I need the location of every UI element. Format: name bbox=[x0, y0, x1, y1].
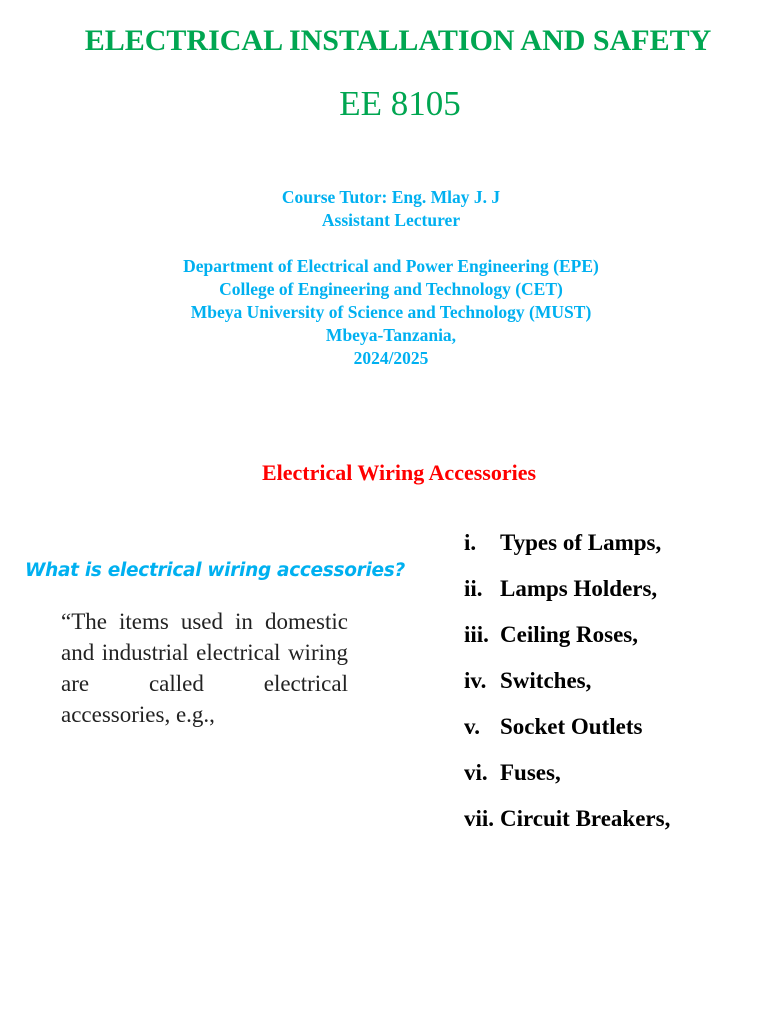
university-name: Mbeya University of Science and Technology (MUST) bbox=[190, 302, 592, 322]
list-label: Lamps Holders, bbox=[500, 576, 658, 601]
course-code: EE 8105 bbox=[339, 84, 461, 123]
list-numeral: v. bbox=[464, 714, 480, 739]
academic-year: 2024/2025 bbox=[353, 348, 429, 368]
section-question: What is electrical wiring accessories? bbox=[25, 560, 405, 581]
list-item bbox=[464, 710, 670, 756]
list-item bbox=[464, 526, 670, 572]
list-numeral: vii. bbox=[464, 806, 495, 831]
list-label: Socket Outlets bbox=[500, 714, 643, 739]
course-title: ELECTRICAL INSTALLATION AND SAFETY bbox=[84, 24, 712, 57]
list-label: Fuses, bbox=[500, 760, 561, 785]
list-numeral: ii. bbox=[464, 576, 483, 601]
list-item bbox=[464, 802, 670, 848]
list-label: Types of Lamps, bbox=[500, 530, 662, 555]
list-label: Circuit Breakers, bbox=[500, 806, 671, 831]
spacer bbox=[0, 232, 768, 255]
list-numeral: vi. bbox=[464, 760, 488, 785]
accessories-list bbox=[464, 526, 670, 848]
list-numeral: iii. bbox=[464, 622, 489, 647]
list-label: Switches, bbox=[500, 668, 592, 693]
department-name: Department of Electrical and Power Engineering (EPE) bbox=[183, 256, 599, 276]
list-numeral: iv. bbox=[464, 668, 487, 693]
location: Mbeya-Tanzania, bbox=[325, 325, 457, 345]
list-item bbox=[464, 664, 670, 710]
course-info-block bbox=[0, 186, 768, 370]
list-item bbox=[464, 756, 670, 802]
list-numeral: i. bbox=[464, 530, 477, 555]
section-title: Electrical Wiring Accessories bbox=[261, 460, 537, 485]
list-item bbox=[464, 572, 670, 618]
course-tutor: Course Tutor: Eng. Mlay J. J bbox=[281, 187, 501, 207]
list-label: Ceiling Roses, bbox=[500, 622, 638, 647]
list-item bbox=[464, 618, 670, 664]
college-name: College of Engineering and Technology (CET) bbox=[219, 279, 563, 299]
tutor-position: Assistant Lecturer bbox=[321, 210, 461, 230]
definition-text: “The items used in domestic and industrial electrical wiring are called electrical accessories, e.g., bbox=[61, 609, 348, 727]
